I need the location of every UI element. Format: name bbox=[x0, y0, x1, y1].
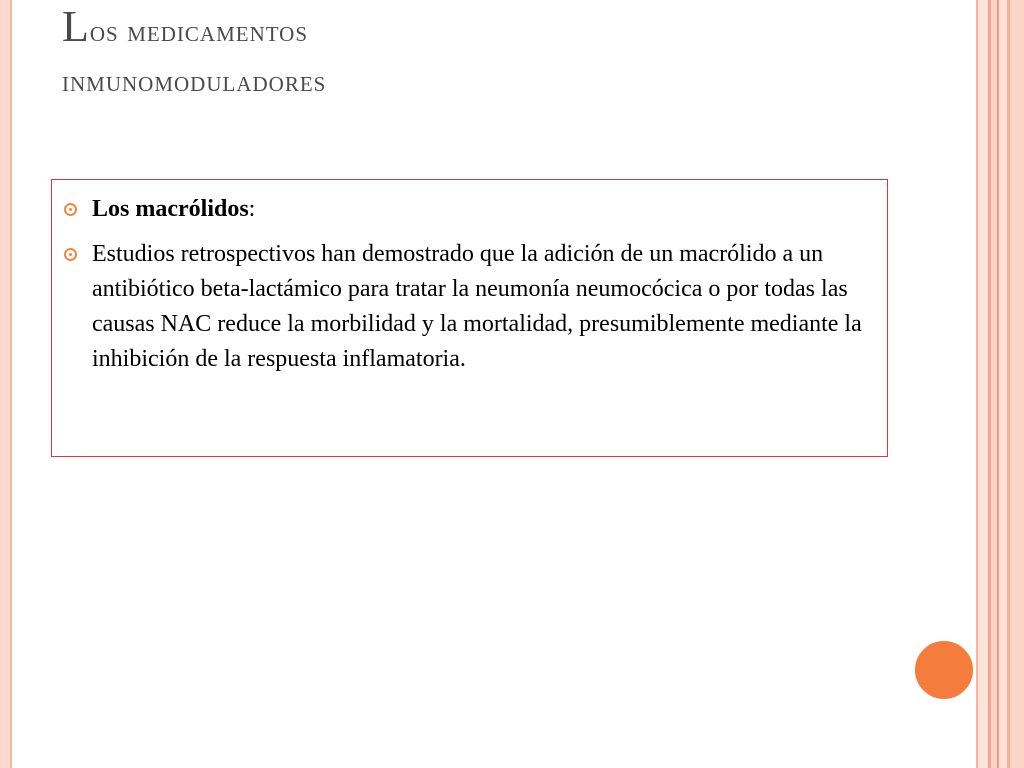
left-decorative-stripe bbox=[0, 0, 10, 768]
slide-title bbox=[62, 2, 942, 107]
ring-bullet-icon bbox=[64, 203, 77, 216]
ring-bullet-icon bbox=[64, 248, 77, 261]
slide-title-initial: L bbox=[62, 2, 90, 51]
slide-title-rest: os medicamentos bbox=[89, 15, 309, 48]
bullet-text: : bbox=[248, 196, 256, 222]
orange-circle-icon bbox=[913, 639, 975, 701]
bullet-list bbox=[52, 180, 887, 377]
bullet-text: Estudios retrospectivos han demostrado que la adición de un macrólido a un antibiótico beta-lactámico para tratar la neumonía neumocócica o por todas las causas NAC reduce la morbilidad y la mortalidad, presumiblemente mediante la inhibición de la respuesta inflamatoria. bbox=[92, 241, 862, 372]
bullet-item bbox=[92, 192, 867, 227]
left-decorative-line bbox=[10, 0, 12, 768]
right-decorative-stripe bbox=[1010, 0, 1024, 768]
slide-title-line2: inmunomoduladores bbox=[62, 65, 327, 98]
slide-title-line1 bbox=[62, 2, 309, 51]
right-decorative-stripe bbox=[999, 0, 1007, 768]
bullet-item bbox=[92, 237, 867, 377]
right-decorative-stripe bbox=[978, 0, 988, 768]
content-box bbox=[51, 179, 888, 457]
bullet-bold-text: Los macrólidos bbox=[92, 196, 249, 222]
